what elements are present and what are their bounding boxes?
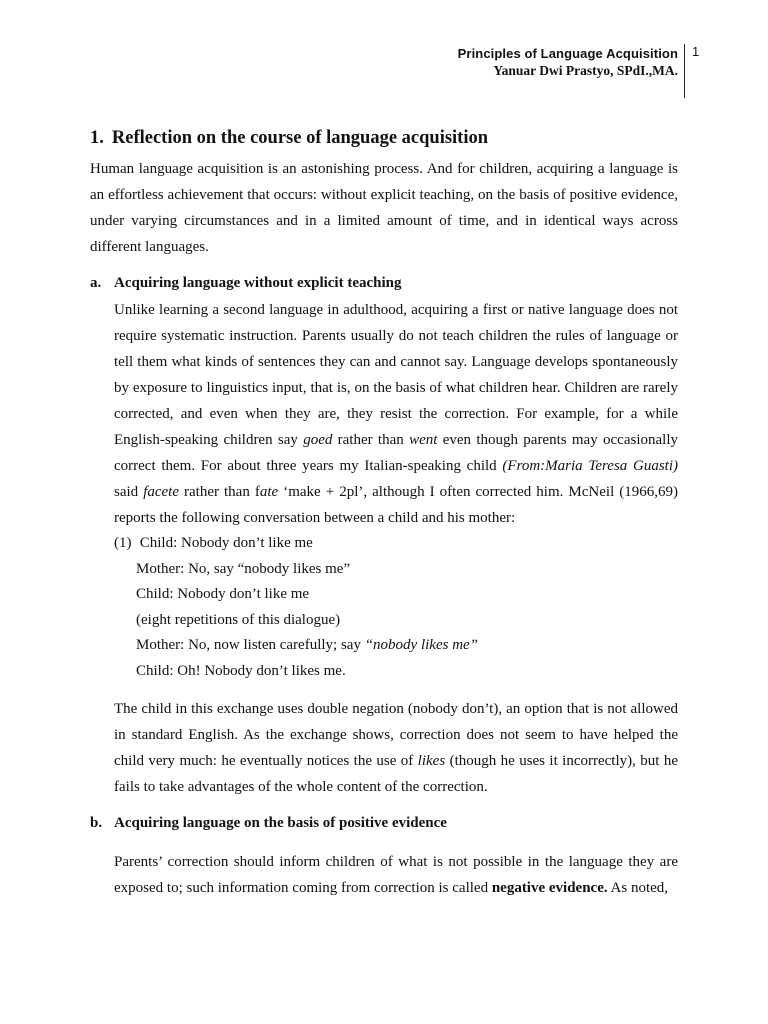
bold-term-negative-evidence: negative evidence. — [491, 880, 608, 896]
subsection-a-heading — [90, 273, 678, 293]
dialogue-example — [90, 531, 678, 684]
section-number: 1. — [90, 128, 104, 148]
italic-source-citation: (From:Maria Teresa Guasti) — [502, 458, 679, 474]
document-body — [90, 126, 678, 901]
running-header-title: Principles of Language Acquisition — [457, 46, 678, 61]
dialogue-text: Mother: No, say “nobody likes me” — [136, 560, 351, 577]
dialogue-line — [114, 608, 678, 634]
running-header-author: Yanuar Dwi Prastyo, SPdI.,MA. — [493, 63, 678, 78]
dialogue-italic-quote: “nobody likes me” — [364, 637, 479, 653]
dialogue-text: (eight repetitions of this dialogue) — [136, 611, 341, 628]
dialogue-text: Child: Oh! Nobody don’t likes me. — [136, 662, 346, 679]
text-run: (though he uses it incorrectly), but he fails to take advantages of the whole content of the correction. — [114, 753, 678, 795]
dialogue-text: Mother: No, now listen carefully; say — [136, 637, 365, 653]
subsection-b-heading — [90, 813, 678, 833]
page-number: 1 — [692, 44, 700, 59]
text-run: even though parents may occasionally correct them. For about three years my Italian-speaking child — [114, 432, 678, 474]
running-header — [458, 46, 678, 80]
italic-word-goed: goed — [303, 432, 333, 448]
dialogue-line — [114, 557, 678, 583]
header-divider — [684, 44, 685, 98]
text-run: rather than — [332, 432, 410, 448]
subsection-a-letter: a. — [90, 275, 102, 291]
text-run: ‘make + 2pl’, although I often corrected him. McNeil (1966,69) reports the following conversation between a child and his mother: — [114, 484, 678, 526]
section-heading — [90, 126, 678, 150]
text-run: rather than f — [179, 484, 260, 500]
dialogue-line — [114, 633, 678, 659]
italic-word-went: went — [409, 432, 438, 448]
text-run: Unlike learning a second language in adulthood, acquiring a first or native language does not require systematic instruction. Parents usually do not teach children the rules of language or tell them what kinds of sentences they can and cannot say. Language develops spontaneously by exposure to linguistics input, that is, on the basis of what children hear. Children are rarely corrected, and even when they are, they resist the correction. For example, for a while English-speaking children say — [114, 302, 678, 448]
subsection-a-body — [90, 297, 678, 531]
dialogue-text: Child: Nobody don’t like me — [139, 535, 313, 551]
section-title: Reflection on the course of language acquisition — [111, 128, 489, 148]
dialogue-line — [114, 582, 678, 608]
italic-word-fate: ate — [259, 484, 279, 500]
subsection-a-title: Acquiring language without explicit teaching — [114, 275, 402, 291]
subsection-b-paragraph-1 — [114, 849, 678, 901]
dialogue-line — [114, 659, 678, 685]
example-number: (1) — [114, 535, 132, 551]
intro-paragraph: Human language acquisition is an astonishing process. And for children, acquiring a language is an effortless achievement that occurs: without explicit teaching, on the basis of positive evidence, under varying circumstances and in a limited amount of time, and in identical ways across different languages. — [90, 161, 678, 255]
subsection-a-paragraph-2 — [114, 696, 678, 800]
subsection-b-letter: b. — [90, 815, 103, 831]
dialogue-text: Child: Nobody don’t like me — [136, 586, 310, 602]
subsection-b-body — [90, 849, 678, 901]
dialogue-line — [114, 531, 678, 557]
text-run: Parents’ correction should inform children of what is not possible in the language they are exposed to; such information coming from correction is called — [114, 854, 678, 896]
italic-word-likes: likes — [417, 753, 446, 769]
subsection-a-paragraph-1 — [114, 297, 678, 531]
spacer — [90, 684, 678, 696]
italic-word-facete: facete — [143, 484, 179, 500]
subsection-a-body-2 — [90, 696, 678, 800]
subsection-b-title: Acquiring language on the basis of positive evidence — [114, 815, 447, 831]
text-run: said — [114, 484, 144, 500]
text-run: As noted, — [607, 880, 669, 896]
spacer — [90, 837, 678, 849]
text-run: The child in this exchange uses double negation (nobody don’t), an option that is not allowed in standard English. As the exchange shows, correction does not seem to have helped the child very much: he eventually notices the use of — [114, 701, 678, 769]
